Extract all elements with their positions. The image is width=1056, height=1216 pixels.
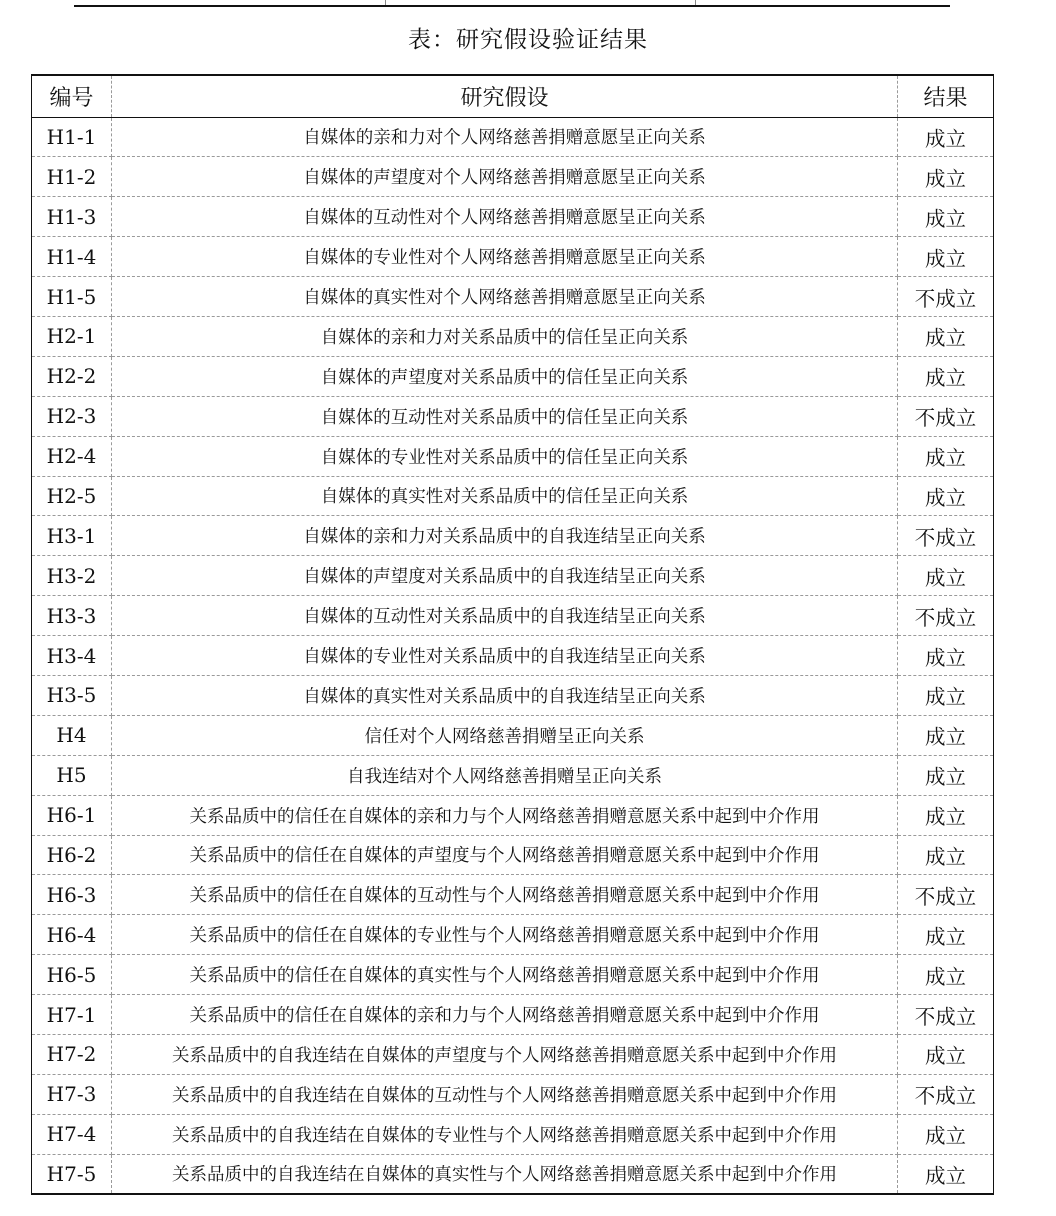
hypothesis-id: H7-3 bbox=[32, 1074, 112, 1114]
hypothesis-result: 不成立 bbox=[898, 516, 994, 556]
hypothesis-text: 自媒体的亲和力对关系品质中的自我连结呈正向关系 bbox=[112, 516, 898, 556]
table-row bbox=[32, 157, 994, 197]
hypothesis-text: 自媒体的真实性对关系品质中的信任呈正向关系 bbox=[112, 476, 898, 516]
hypothesis-text: 自媒体的专业性对关系品质中的自我连结呈正向关系 bbox=[112, 636, 898, 676]
hypothesis-id: H7-2 bbox=[32, 1034, 112, 1074]
hypothesis-id: H6-1 bbox=[32, 795, 112, 835]
hypothesis-text: 关系品质中的自我连结在自媒体的专业性与个人网络慈善捐赠意愿关系中起到中介作用 bbox=[112, 1114, 898, 1154]
hypothesis-result: 不成立 bbox=[898, 875, 994, 915]
hypothesis-result: 不成立 bbox=[898, 995, 994, 1035]
hypothesis-result: 成立 bbox=[898, 356, 994, 396]
hypothesis-text: 自媒体的声望度对关系品质中的自我连结呈正向关系 bbox=[112, 556, 898, 596]
hypothesis-text: 关系品质中的信任在自媒体的真实性与个人网络慈善捐赠意愿关系中起到中介作用 bbox=[112, 955, 898, 995]
table-row bbox=[32, 755, 994, 795]
hypothesis-text: 关系品质中的信任在自媒体的专业性与个人网络慈善捐赠意愿关系中起到中介作用 bbox=[112, 915, 898, 955]
hypothesis-id: H6-5 bbox=[32, 955, 112, 995]
hypothesis-id: H3-2 bbox=[32, 556, 112, 596]
table-row bbox=[32, 197, 994, 237]
hypothesis-result: 成立 bbox=[898, 755, 994, 795]
hypothesis-result: 成立 bbox=[898, 675, 994, 715]
hypothesis-text: 自媒体的亲和力对关系品质中的信任呈正向关系 bbox=[112, 316, 898, 356]
table-row bbox=[32, 1154, 994, 1194]
top-rule-tick bbox=[385, 0, 386, 5]
hypothesis-results-table bbox=[31, 74, 994, 1195]
hypothesis-result: 成立 bbox=[898, 117, 994, 157]
table-row bbox=[32, 476, 994, 516]
hypothesis-result: 成立 bbox=[898, 436, 994, 476]
hypothesis-id: H7-4 bbox=[32, 1114, 112, 1154]
table-row bbox=[32, 795, 994, 835]
hypothesis-id: H7-1 bbox=[32, 995, 112, 1035]
hypothesis-text: 自媒体的互动性对个人网络慈善捐赠意愿呈正向关系 bbox=[112, 197, 898, 237]
hypothesis-text: 自媒体的真实性对关系品质中的自我连结呈正向关系 bbox=[112, 675, 898, 715]
top-rule bbox=[74, 0, 950, 7]
header-hypothesis: 研究假设 bbox=[112, 75, 898, 117]
hypothesis-result: 不成立 bbox=[898, 277, 994, 317]
table-row bbox=[32, 955, 994, 995]
table-row bbox=[32, 915, 994, 955]
hypothesis-result: 成立 bbox=[898, 316, 994, 356]
hypothesis-id: H6-3 bbox=[32, 875, 112, 915]
header-id: 编号 bbox=[32, 75, 112, 117]
hypothesis-id: H5 bbox=[32, 755, 112, 795]
hypothesis-text: 关系品质中的信任在自媒体的互动性与个人网络慈善捐赠意愿关系中起到中介作用 bbox=[112, 875, 898, 915]
hypothesis-id: H3-3 bbox=[32, 596, 112, 636]
hypothesis-text: 信任对个人网络慈善捐赠呈正向关系 bbox=[112, 715, 898, 755]
table-row bbox=[32, 356, 994, 396]
hypothesis-result: 成立 bbox=[898, 1034, 994, 1074]
header-result: 结果 bbox=[898, 75, 994, 117]
hypothesis-result: 成立 bbox=[898, 715, 994, 755]
table-row bbox=[32, 995, 994, 1035]
table-title: 表：研究假设验证结果 bbox=[408, 27, 648, 53]
hypothesis-text: 自媒体的专业性对个人网络慈善捐赠意愿呈正向关系 bbox=[112, 237, 898, 277]
table-row bbox=[32, 1074, 994, 1114]
hypothesis-text: 关系品质中的信任在自媒体的亲和力与个人网络慈善捐赠意愿关系中起到中介作用 bbox=[112, 995, 898, 1035]
hypothesis-result: 成立 bbox=[898, 157, 994, 197]
hypothesis-id: H6-2 bbox=[32, 835, 112, 875]
hypothesis-result: 不成立 bbox=[898, 596, 994, 636]
hypothesis-result: 成立 bbox=[898, 1154, 994, 1194]
hypothesis-text: 自媒体的真实性对个人网络慈善捐赠意愿呈正向关系 bbox=[112, 277, 898, 317]
hypothesis-id: H2-3 bbox=[32, 396, 112, 436]
table-row bbox=[32, 835, 994, 875]
hypothesis-result: 成立 bbox=[898, 636, 994, 676]
hypothesis-id: H7-5 bbox=[32, 1154, 112, 1194]
hypothesis-id: H2-2 bbox=[32, 356, 112, 396]
hypothesis-id: H1-5 bbox=[32, 277, 112, 317]
hypothesis-result: 不成立 bbox=[898, 396, 994, 436]
hypothesis-result: 成立 bbox=[898, 237, 994, 277]
hypothesis-id: H1-2 bbox=[32, 157, 112, 197]
hypothesis-result: 成立 bbox=[898, 197, 994, 237]
table-row bbox=[32, 1114, 994, 1154]
hypothesis-id: H1-1 bbox=[32, 117, 112, 157]
table-row bbox=[32, 596, 994, 636]
hypothesis-id: H3-5 bbox=[32, 675, 112, 715]
table-row bbox=[32, 1034, 994, 1074]
hypothesis-text: 自媒体的声望度对关系品质中的信任呈正向关系 bbox=[112, 356, 898, 396]
hypothesis-text: 自媒体的声望度对个人网络慈善捐赠意愿呈正向关系 bbox=[112, 157, 898, 197]
hypothesis-text: 关系品质中的信任在自媒体的亲和力与个人网络慈善捐赠意愿关系中起到中介作用 bbox=[112, 795, 898, 835]
hypothesis-result: 不成立 bbox=[898, 1074, 994, 1114]
table-header-row bbox=[32, 75, 994, 117]
table-row bbox=[32, 516, 994, 556]
table-row bbox=[32, 117, 994, 157]
table-row bbox=[32, 715, 994, 755]
table-body bbox=[32, 117, 994, 1194]
hypothesis-id: H2-4 bbox=[32, 436, 112, 476]
table-row bbox=[32, 277, 994, 317]
table-row bbox=[32, 237, 994, 277]
hypothesis-text: 自媒体的亲和力对个人网络慈善捐赠意愿呈正向关系 bbox=[112, 117, 898, 157]
hypothesis-result: 成立 bbox=[898, 1114, 994, 1154]
hypothesis-text: 自媒体的互动性对关系品质中的信任呈正向关系 bbox=[112, 396, 898, 436]
hypothesis-result: 成立 bbox=[898, 955, 994, 995]
hypothesis-id: H6-4 bbox=[32, 915, 112, 955]
hypothesis-text: 自媒体的专业性对关系品质中的信任呈正向关系 bbox=[112, 436, 898, 476]
hypothesis-id: H3-4 bbox=[32, 636, 112, 676]
table-row bbox=[32, 396, 994, 436]
table-row bbox=[32, 556, 994, 596]
hypothesis-text: 关系品质中的自我连结在自媒体的声望度与个人网络慈善捐赠意愿关系中起到中介作用 bbox=[112, 1034, 898, 1074]
top-rule-tick bbox=[695, 0, 696, 5]
hypothesis-text: 自媒体的互动性对关系品质中的自我连结呈正向关系 bbox=[112, 596, 898, 636]
hypothesis-result: 成立 bbox=[898, 835, 994, 875]
table-row bbox=[32, 316, 994, 356]
hypothesis-result: 成立 bbox=[898, 556, 994, 596]
hypothesis-result: 成立 bbox=[898, 915, 994, 955]
hypothesis-id: H2-5 bbox=[32, 476, 112, 516]
table-row bbox=[32, 636, 994, 676]
hypothesis-result: 成立 bbox=[898, 795, 994, 835]
hypothesis-text: 关系品质中的自我连结在自媒体的互动性与个人网络慈善捐赠意愿关系中起到中介作用 bbox=[112, 1074, 898, 1114]
hypothesis-id: H3-1 bbox=[32, 516, 112, 556]
hypothesis-id: H1-3 bbox=[32, 197, 112, 237]
hypothesis-text: 自我连结对个人网络慈善捐赠呈正向关系 bbox=[112, 755, 898, 795]
table-row bbox=[32, 675, 994, 715]
hypothesis-id: H1-4 bbox=[32, 237, 112, 277]
hypothesis-text: 关系品质中的自我连结在自媒体的真实性与个人网络慈善捐赠意愿关系中起到中介作用 bbox=[112, 1154, 898, 1194]
table-row bbox=[32, 436, 994, 476]
hypothesis-result: 成立 bbox=[898, 476, 994, 516]
hypothesis-id: H2-1 bbox=[32, 316, 112, 356]
hypothesis-text: 关系品质中的信任在自媒体的声望度与个人网络慈善捐赠意愿关系中起到中介作用 bbox=[112, 835, 898, 875]
table-row bbox=[32, 875, 994, 915]
hypothesis-id: H4 bbox=[32, 715, 112, 755]
